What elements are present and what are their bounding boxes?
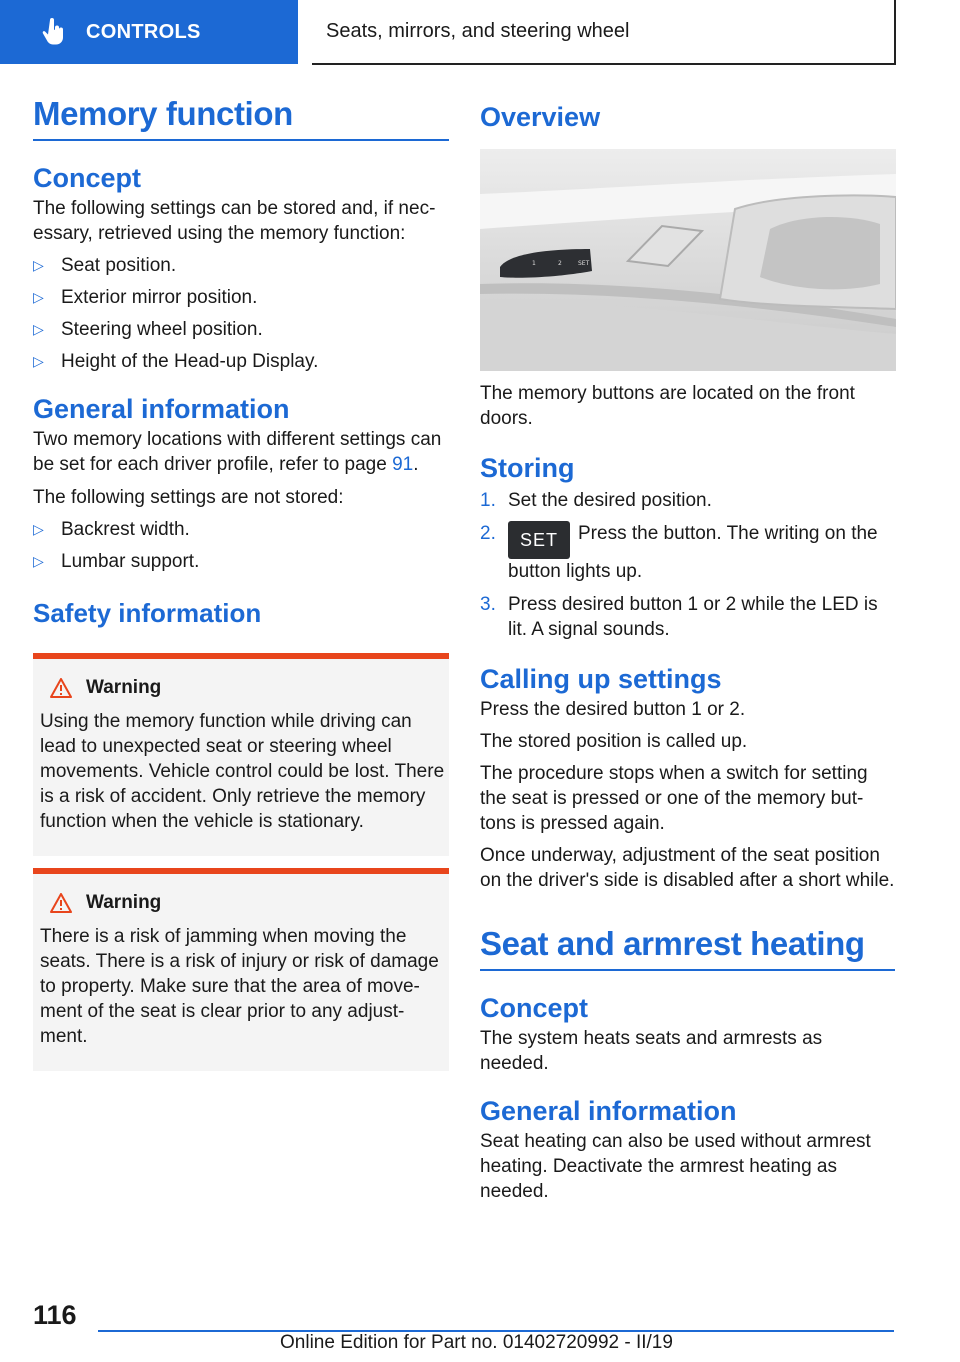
- list-item: ▷ Exterior mirror position.: [33, 287, 258, 308]
- heating-concept-text: The system heats seats and armrests as needed.: [480, 1028, 823, 1074]
- general-info-text: Two memory locations with different settings can be set for each driver profile, refer to page 91.: [33, 429, 442, 475]
- list-item: 1. Set the desired position.: [480, 490, 712, 511]
- footer-edition: Online Edition for Part no. 01402720992 - II/19: [280, 1332, 673, 1353]
- page-title: Memory function: [33, 95, 449, 141]
- list-item: ▷ Seat position.: [33, 255, 177, 276]
- svg-text:1: 1: [532, 260, 536, 267]
- page-number: 116: [33, 1300, 77, 1330]
- heating-general-text: Seat heating can also be used without armrest heating. Deactivate the armrest heating as needed.: [480, 1131, 871, 1202]
- general-info-heading: General information: [33, 394, 290, 424]
- concept-intro: The following settings can be stored and, if nec-essary, retrieved using the memory function:: [33, 198, 436, 244]
- page-link[interactable]: 91: [392, 454, 414, 475]
- concept-heading: Concept: [33, 163, 141, 193]
- triangle-bullet-icon: ▷: [33, 321, 44, 337]
- list-item: ▷ Backrest width.: [33, 519, 190, 540]
- warning-triangle-icon: [50, 678, 72, 698]
- right-column: [480, 102, 895, 1204]
- storing-heading: Storing: [480, 453, 575, 483]
- svg-text:SET: SET: [578, 260, 590, 267]
- warning-text: There is a risk of jamming when moving the seats. There is a risk of injury or risk of damage to property. Make sure that the area of move-ment of the seat is clear prior to any adjust-ment.: [40, 926, 439, 1047]
- list-item: 2. SET Press the button. The writing on the button lights up.: [480, 523, 878, 582]
- list-item: ▷ Steering wheel position.: [33, 319, 263, 340]
- triangle-bullet-icon: ▷: [33, 521, 44, 537]
- heating-general-heading: General information: [480, 1096, 737, 1126]
- header-chapter: [312, 0, 896, 65]
- calling-text: The procedure stops when a switch for setting the seat is pressed or one of the memory but-tons is pressed again.: [480, 763, 868, 834]
- hand-pointer-icon: [42, 18, 66, 46]
- safety-heading: Safety information: [33, 598, 262, 628]
- warning-triangle-icon: [50, 893, 72, 913]
- header-chapter-title: Seats, mirrors, and steering wheel: [326, 20, 630, 42]
- svg-text:2: 2: [558, 260, 562, 267]
- calling-text: Press the desired button 1 or 2.: [480, 699, 746, 720]
- triangle-bullet-icon: ▷: [33, 257, 44, 273]
- calling-text: The stored position is called up.: [480, 731, 748, 752]
- header-section-title: CONTROLS: [86, 20, 201, 43]
- left-column: [33, 95, 449, 1071]
- set-button[interactable]: SET: [508, 521, 570, 559]
- section-title: Seat and armrest heating: [480, 925, 895, 971]
- triangle-bullet-icon: ▷: [33, 353, 44, 369]
- header-section-tab[interactable]: [0, 0, 298, 64]
- calling-text: Once underway, adjustment of the seat position on the driver's side is disabled after a short while.: [480, 845, 895, 891]
- triangle-bullet-icon: ▷: [33, 553, 44, 569]
- heating-concept-heading: Concept: [480, 993, 588, 1023]
- list-item: ▷ Height of the Head-up Display.: [33, 351, 319, 372]
- warning-header: Warning: [50, 677, 449, 699]
- calling-heading: Calling up settings: [480, 664, 722, 694]
- list-item: ▷ Lumbar support.: [33, 551, 200, 572]
- triangle-bullet-icon: ▷: [33, 289, 44, 305]
- warning-text: Using the memory function while driving can lead to unexpected seat or steering wheel movements. Vehicle control could be lost. There is a risk of accident. Only retrieve the memory function when the vehicle is stationary.: [40, 711, 445, 832]
- list-item: 3. Press desired button 1 or 2 while the LED is lit. A signal sounds.: [480, 594, 878, 640]
- overview-heading: Overview: [480, 102, 601, 132]
- warning-header: Warning: [50, 892, 449, 914]
- warning-box: [33, 653, 449, 856]
- overview-caption: The memory buttons are located on the front doors.: [480, 383, 855, 429]
- not-stored-text: The following settings are not stored:: [33, 487, 344, 508]
- warning-box: [33, 868, 449, 1071]
- door-memory-buttons-image: [480, 149, 896, 371]
